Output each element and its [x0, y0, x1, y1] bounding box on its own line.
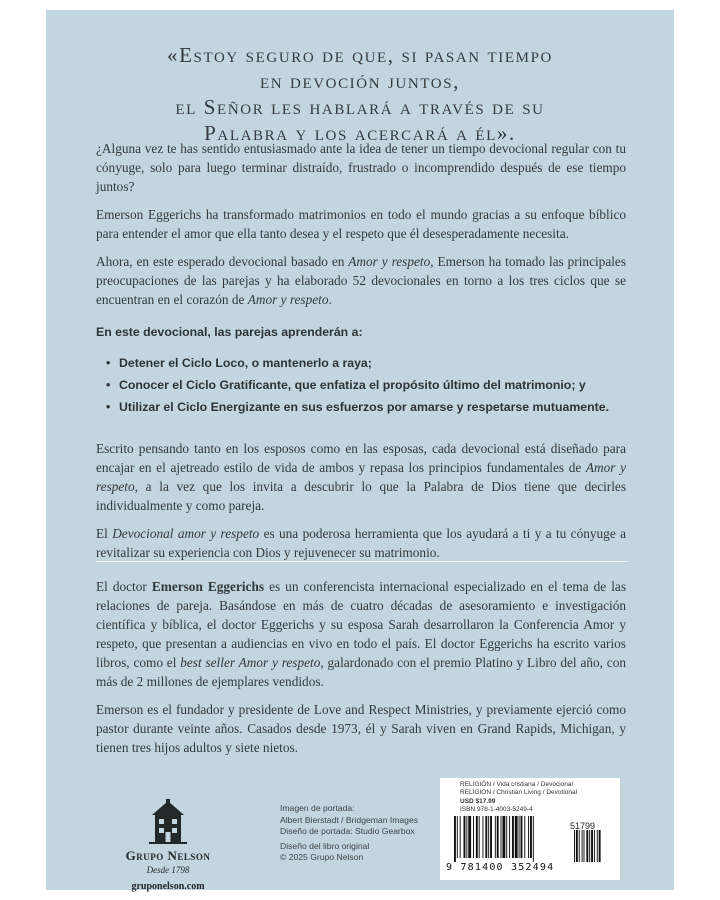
quote-line: en devoción juntos,	[259, 69, 461, 93]
description-paragraph: ¿Alguna vez te has sentido entusiasmado ante la idea de tener un tiempo devocional regular con tu cónyuge, solo para luego terminar distraído, frustrado o incomprendido después de ese tiempo juntos?	[96, 141, 626, 194]
text-run: El doctor	[96, 579, 152, 594]
cover-credits	[280, 803, 420, 864]
credit-value: Albert Bierstadt / Bridgeman Images	[280, 814, 419, 825]
text-run: , Emerson ha tomado las principales preocupaciones de las parejas y ha elaborado 52 devocionales en torno a los tres ciclos que se encuentran en el corazón de	[96, 254, 626, 307]
description-paragraph	[96, 439, 626, 515]
bullet-intro: En este devocional, las parejas aprenderán a:	[96, 325, 363, 339]
quote-line: Palabra y los acercará a él».	[204, 121, 516, 145]
text-run: , galardonado con el premio Platino y Libro del año, con más de 2 millones de ejemplares vendidos.	[96, 655, 626, 689]
barcode-box	[440, 778, 620, 880]
book-title: best seller Amor y respeto	[180, 655, 321, 670]
price: USD $17.99	[460, 797, 496, 805]
bullet-item: • Conocer el Ciclo Gratificante, que enfatiza el propósito último del matrimonio; y	[106, 376, 626, 395]
isbn: ISBN 978-1-4003-5249-4	[460, 805, 533, 813]
barcode-digits: 9 781400 352494	[446, 862, 555, 873]
description-paragraph	[96, 524, 626, 562]
barcode-categories	[448, 781, 625, 814]
description-paragraph	[96, 252, 626, 309]
text-run: , a la vez que los invita a descubrir lo que la Palabra de Dios tiene que decirles individualmente y como pareja.	[96, 479, 626, 513]
author-bio	[96, 577, 626, 766]
credit-label: Diseño del libro original	[280, 840, 370, 851]
credit-design: Diseño de portada: Studio Gearbox	[280, 826, 415, 836]
bullet-item: • Detener el Ciclo Loco, o mantenerlo a raya;	[106, 354, 626, 373]
category-es: RELIGIÓN / Vida cristiana / Devocional	[460, 781, 573, 788]
text-run: Ahora, en este esperado devocional basado en	[96, 254, 349, 269]
book-title: Amor y respeto	[348, 254, 431, 269]
back-cover	[46, 10, 674, 890]
credit-copyright: © 2025 Grupo Nelson	[280, 852, 364, 862]
category-en: RELIGION / Christian Living / Devotional	[460, 789, 578, 797]
section-divider	[96, 561, 628, 562]
text-run: es una poderosa herramienta que los ayudará a ti y a tu cónyuge a revitalizar su experiencia con Dios y rejuvenecer su matrimonio.	[96, 526, 626, 560]
publisher-name: Grupo Nelson	[125, 848, 211, 863]
pull-quote	[46, 42, 674, 146]
text-run: es un conferencista internacional especializado en el tema de las relaciones de pareja. Basándose en más de cuatro décadas de asesoramiento e investigación científica y bíblica, el doctor Eggerichs y su esposa Sarah desarrollaron la Conferencia Amor y respeto, que presentan a audiencias en vivo en todo el país. El doctor Eggerichs ha escrito varios libros, como el	[96, 579, 626, 670]
book-title: Amor y respeto	[247, 292, 329, 307]
bullet-list	[96, 354, 626, 417]
text-run: .	[328, 292, 332, 307]
book-title: Devocional amor y respeto	[112, 526, 260, 541]
publisher-website: gruponelson.com	[131, 881, 205, 892]
price-code: 51799	[570, 821, 596, 831]
house-icon	[149, 798, 187, 844]
bullet-item: • Utilizar el Ciclo Energizante en sus esfuerzos por amarse y respetarse mutuamente.	[106, 398, 626, 417]
book-title: Amor y respeto	[96, 460, 627, 494]
publisher-since: Desde 1798	[146, 865, 190, 875]
quote-line: el Señor les hablará a través de su	[175, 95, 545, 119]
credit-label: Imagen de portada:	[280, 803, 355, 813]
quote-line: «Estoy seguro de que, si pasan tiempo	[167, 43, 553, 67]
description-paragraph: Emerson Eggerichs ha transformado matrimonios en todo el mundo gracias a su enfoque bíblico para entender el amor que ella tanto desea y el respeto que él desesperadamente necesita.	[96, 207, 626, 241]
text-run: El	[96, 526, 113, 541]
description	[96, 139, 626, 571]
bio-paragraph: Emerson es el fundador y presidente de Love and Respect Ministries, y previamente ejerció como pastor durante veinte años. Casados desde 1973, él y Sarah viven en Grand Rapids, Michigan, y tienen tres hijos adultos y siete nietos.	[96, 702, 626, 755]
text-run: Escrito pensando tanto en los esposos como en las esposas, cada devocional está diseñado para encajar en el ajetreado estilo de vida de ambos y repasa los principios fundamentales de	[96, 441, 626, 475]
publisher-logo	[112, 798, 224, 892]
bio-paragraph	[96, 577, 626, 691]
author-name: Emerson Eggerichs	[151, 579, 265, 594]
